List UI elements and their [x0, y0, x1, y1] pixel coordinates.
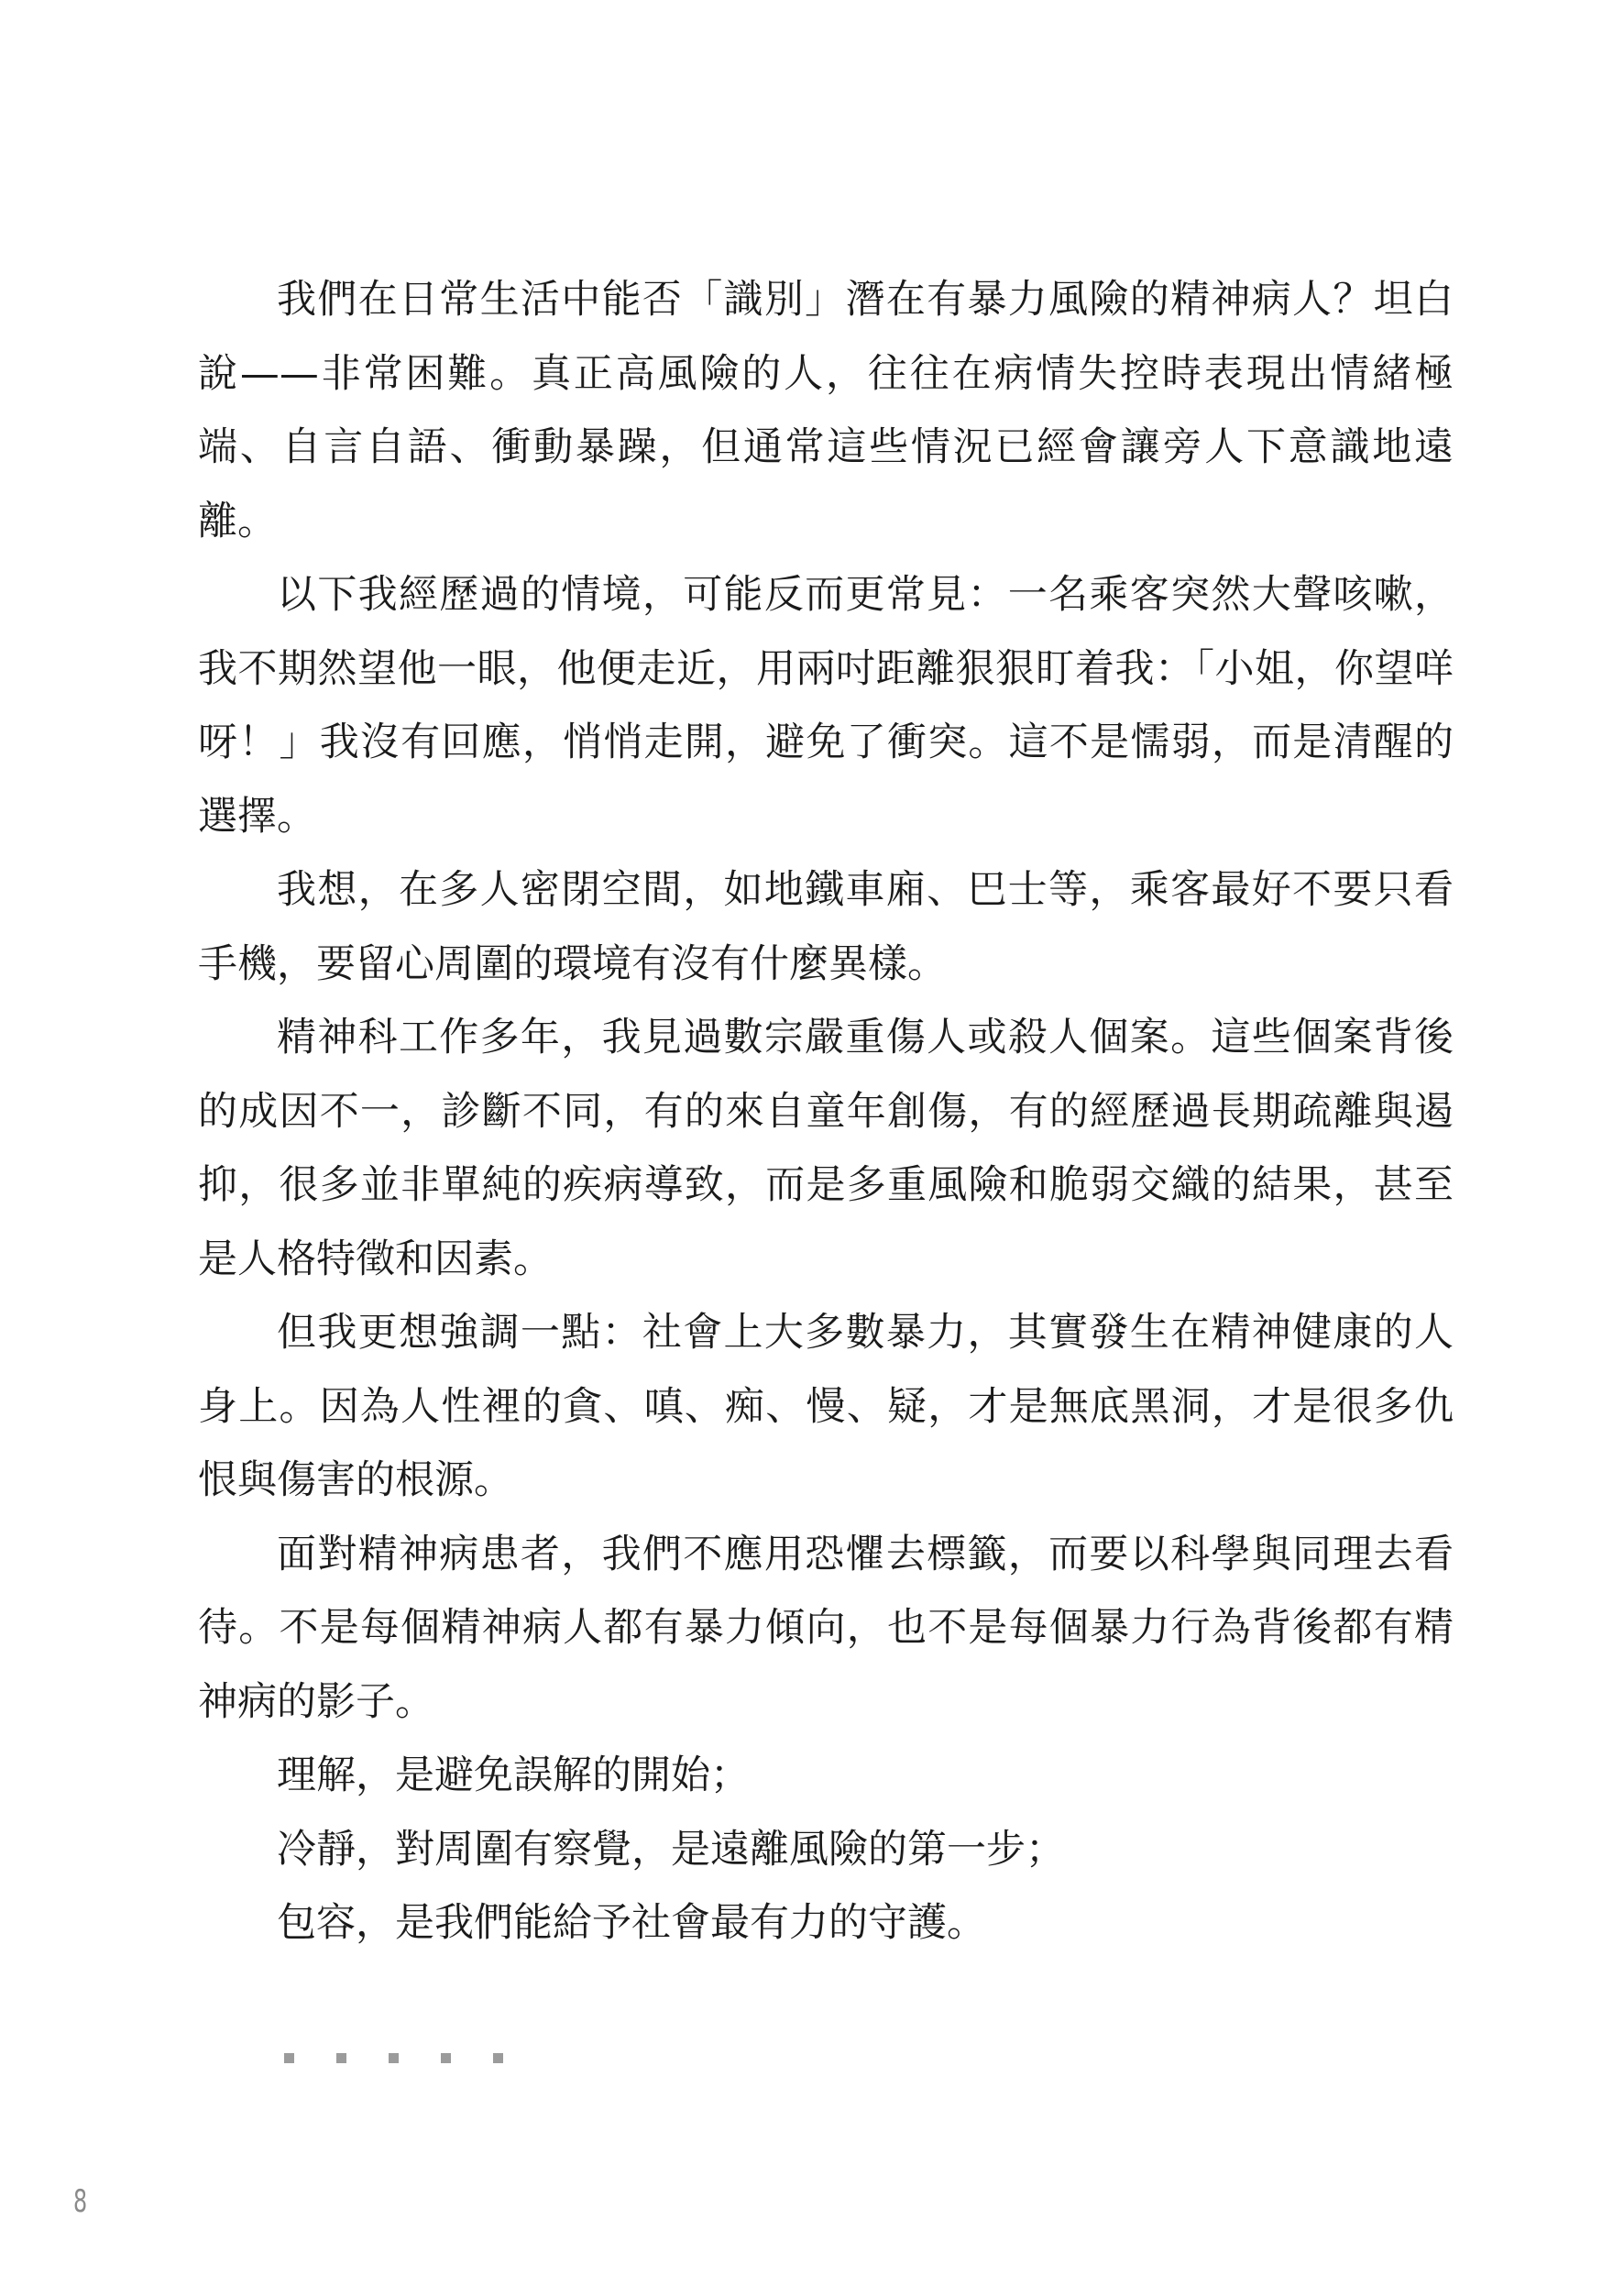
paragraph-identify-risk: 我們在日常生活中能否「識別」潛在有暴力風險的精神病人？坦白說——非常困難。真正高風險的人，往往在病情失控時表現出情緒極端、自言自語、衝動暴躁，但通常這些情況已經會讓旁人下意識地遠離。 [198, 277, 1454, 544]
dot-ornament [284, 2053, 294, 2063]
closing-line-calm: 冷靜，對周圍有察覺，是遠離風險的第一步； [277, 1826, 1065, 1873]
dot-ornament [336, 2053, 346, 2063]
closing-line-understanding: 理解，是避免誤解的開始； [277, 1752, 750, 1798]
dot-ornament [389, 2053, 399, 2063]
paragraph-case-experience: 精神科工作多年，我見過數宗嚴重傷人或殺人個案。這些個案背後的成因不一，診斷不同，有的來自童年創傷，有的經歷過長期疏離與遏抑，很多並非單純的疾病導致，而是多重風險和脆弱交織的結果，甚至是人格特徵和因素。 [198, 1015, 1454, 1282]
page-number: 8 [73, 2183, 88, 2220]
paragraph-personal-encounter: 以下我經歷過的情境，可能反而更常見：一名乘客突然大聲咳嗽，我不期然望他一眼，他便走近，用兩吋距離狠狠盯着我：「小姐，你望咩呀！」我沒有回應，悄悄走開，避免了衝突。這不是懦弱，而是清醒的選擇。 [198, 572, 1454, 840]
paragraph-public-space-advice: 我想，在多人密閉空間，如地鐵車廂、巴士等，乘客最好不要只看手機，要留心周圍的環境有沒有什麼異樣。 [198, 867, 1454, 987]
paragraph-violence-emphasis: 但我更想強調一點：社會上大多數暴力，其實發生在精神健康的人身上。因為人性裡的貪、嗔、痴、慢、疑，才是無底黑洞，才是很多仇恨與傷害的根源。 [198, 1310, 1454, 1503]
closing-line-tolerance: 包容，是我們能給予社會最有力的守護。 [277, 1900, 986, 1946]
article-body [198, 263, 1454, 1961]
dot-ornament [493, 2053, 503, 2063]
section-end-dots [284, 2053, 503, 2063]
dot-ornament [441, 2053, 451, 2063]
paragraph-no-stigma: 面對精神病患者，我們不應用恐懼去標籤，而要以科學與同理去看待。不是每個精神病人都有暴力傾向，也不是每個暴力行為背後都有精神病的影子。 [198, 1531, 1454, 1725]
